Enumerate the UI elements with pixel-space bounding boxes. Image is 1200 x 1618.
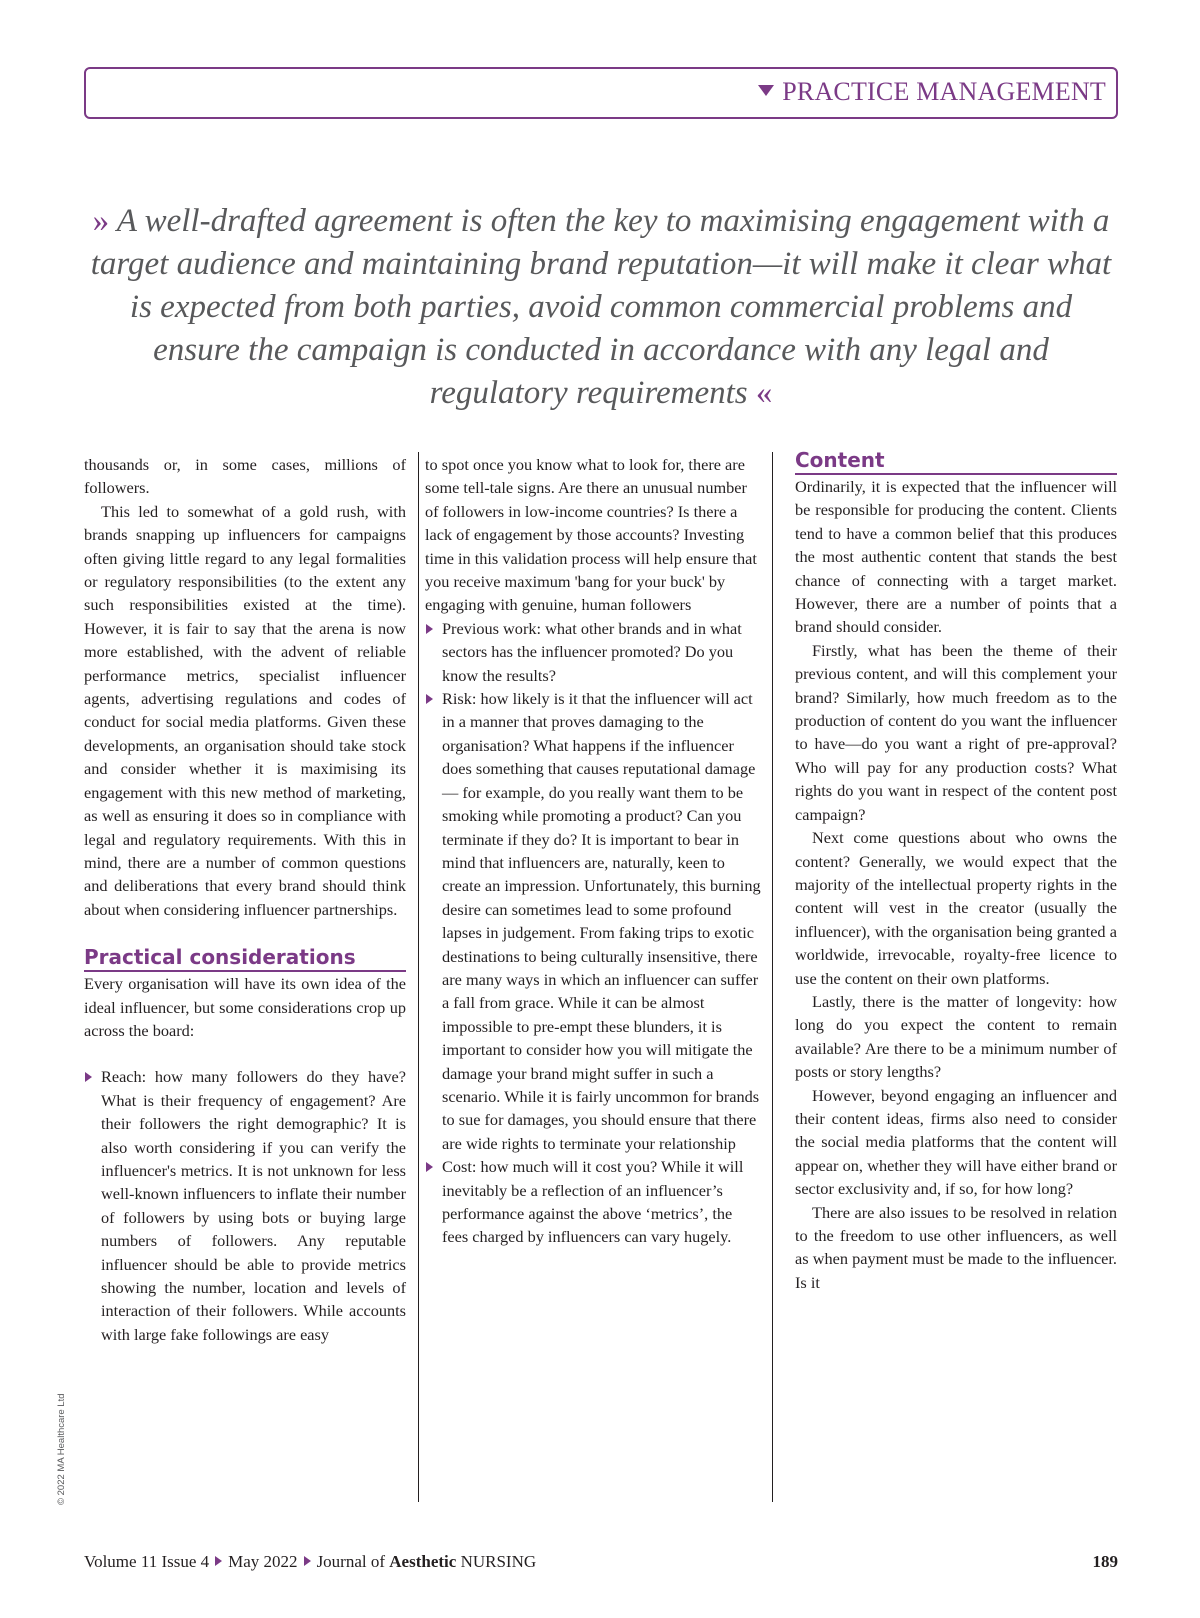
section-label bbox=[758, 77, 1106, 107]
bullet-item-risk: Risk: how likely is it that the influencer will act in a manner that proves damaging to the organisation? What happens if the influencer does something that causes reputational damage— for example, do you really want them to be smoking while promoting a product? Can you terminate if they do? It is important to bear in mind that influencers are, naturally, keen to create an impression. Unfortunately, this burning desire can sometimes lead to some profound lapses in judgement. From faking trips to exotic destinations to being culturally insensitive, there are many ways in which an influencer can suffer a fall from grace. While it can be almost impossible to pre-empt these blunders, it is important to consider how you will mitigate the damage your brand might suffer in such a scenario. While it is fairly uncommon for brands to sue for damages, you should ensure that there are wide rights to terminate your relationship bbox=[425, 687, 762, 1155]
paragraph: Ordinarily, it is expected that the influencer will be responsible for producing the content. Clients tend to have a common belief that this produces the most authentic content that stands the best chance of connecting with a target market. However, there are a number of points that a brand should consider. bbox=[795, 477, 1117, 637]
article-column-1 bbox=[84, 453, 406, 1346]
bullet-item-reach: Reach: how many followers do they have? What is their frequency of engagement? Are their followers the right demographic? It is also worth considering if you can verify the influencer's metrics. It is not unknown for less well-known influencers to inflate their number of followers by using bots or buying large numbers of followers. Any reputable influencer should be able to provide metrics showing the number, location and levels of interaction of their followers. While accounts with large fake followings are easy bbox=[84, 1065, 406, 1346]
paragraph: thousands or, in some cases, millions of followers. bbox=[84, 455, 406, 498]
triangle-right-icon bbox=[215, 1556, 222, 1566]
section-heading: Practical considerations bbox=[84, 944, 406, 972]
paragraph: This led to somewhat of a gold rush, with brands snapping up influencers for campaigns often giving little regard to any legal formalities or regulatory responsibilities (to the extent any such responsibilities existed at the time). However, it is fair to say that the arena is now more established, with the advent of reliable performance metrics, specialist influencer agents, advertising regulations and codes of conduct for social media platforms. Given these developments, an organisation should take stock and consider whether it is maximising its engagement with this new method of marketing, as well as ensuring it does so in compliance with legal and regulatory requirements. With this in mind, there are a number of common questions and deliberations that every brand should think about when considering influencer partnerships. bbox=[84, 501, 406, 919]
quote-close-mark: « bbox=[755, 375, 773, 411]
section-heading: Content bbox=[795, 447, 1117, 475]
section-header bbox=[84, 67, 1118, 119]
footer-date: May 2022 bbox=[228, 1552, 298, 1571]
paragraph: Every organisation will have its own idea of the ideal influencer, but some considerations crop up across the board: bbox=[84, 974, 406, 1040]
column-divider bbox=[418, 452, 419, 1502]
page-number: 189 bbox=[1092, 1552, 1118, 1571]
page-footer bbox=[84, 1552, 1118, 1572]
column-divider bbox=[772, 452, 773, 1502]
copyright-notice: © 2022 MA Healthcare Ltd bbox=[56, 1393, 67, 1505]
bullet-list bbox=[84, 1065, 406, 1346]
footer-journal-suffix: NURSING bbox=[460, 1552, 537, 1571]
bullet-list bbox=[425, 453, 762, 1249]
bullet-item-cost: Cost: how much will it cost you? While it will inevitably be a reflection of an influencer’s performance against the above ‘metrics’, the fees charged by influencers can vary hugely. bbox=[425, 1155, 762, 1249]
section-title: PRACTICE MANAGEMENT bbox=[782, 77, 1106, 106]
pull-quote-text: A well-drafted agreement is often the key to maximising engagement with a target audience and maintaining brand reputation—it will make it clear what is expected from both parties, avoid common commercial problems and ensure the campaign is conducted in accordance with any legal and regulatory requirements bbox=[90, 203, 1112, 411]
paragraph: Next come questions about who owns the content? Generally, we would expect that the majority of the intellectual property rights in the content will vest in the creator (usually the influencer), with the organisation being granted a worldwide, irrevocable, royalty-free licence to use the content on their own platforms. bbox=[795, 828, 1117, 988]
paragraph: However, beyond engaging an influencer and their content ideas, firms also need to consider the social media platforms that the content will appear on, whether they will have either brand or sector exclusivity and, if so, for how long? bbox=[795, 1085, 1117, 1199]
footer-journal-prefix: Journal of bbox=[316, 1552, 386, 1571]
paragraph: There are also issues to be resolved in relation to the freedom to use other influencers, as well as when payment must be made to the influencer. Is it bbox=[795, 1202, 1117, 1292]
triangle-down-icon bbox=[758, 85, 774, 96]
bullet-continuation: to spot once you know what to look for, there are some tell-tale signs. Are there an unusual number of followers in low-income countries? Is there a lack of engagement by those accounts? Investing time in this validation process will help ensure that you receive maximum 'bang for your buck' by engaging with genuine, human followers bbox=[425, 455, 757, 615]
article-column-3 bbox=[795, 448, 1117, 1294]
paragraph: Lastly, there is the matter of longevity: how long do you expect the content to remain available? Are there to be a minimum number of posts or story lengths? bbox=[795, 991, 1117, 1082]
footer-volume: Volume 11 Issue 4 bbox=[84, 1552, 210, 1571]
article-column-2 bbox=[425, 453, 762, 1249]
pull-quote bbox=[84, 200, 1118, 415]
paragraph: Firstly, what has been the theme of their previous content, and will this complement your brand? Similarly, how much freedom as to the production of content do you want the influencer to have—do you want a right of pre-approval? Who will pay for any production costs? What rights do you want in respect of the content post campaign? bbox=[795, 640, 1117, 824]
quote-open-mark: » bbox=[92, 203, 110, 239]
footer-journal-bold: Aesthetic bbox=[389, 1552, 457, 1571]
bullet-item-previous-work: Previous work: what other brands and in what sectors has the influencer promoted? Do you know the results? bbox=[425, 617, 762, 687]
triangle-right-icon bbox=[304, 1556, 311, 1566]
